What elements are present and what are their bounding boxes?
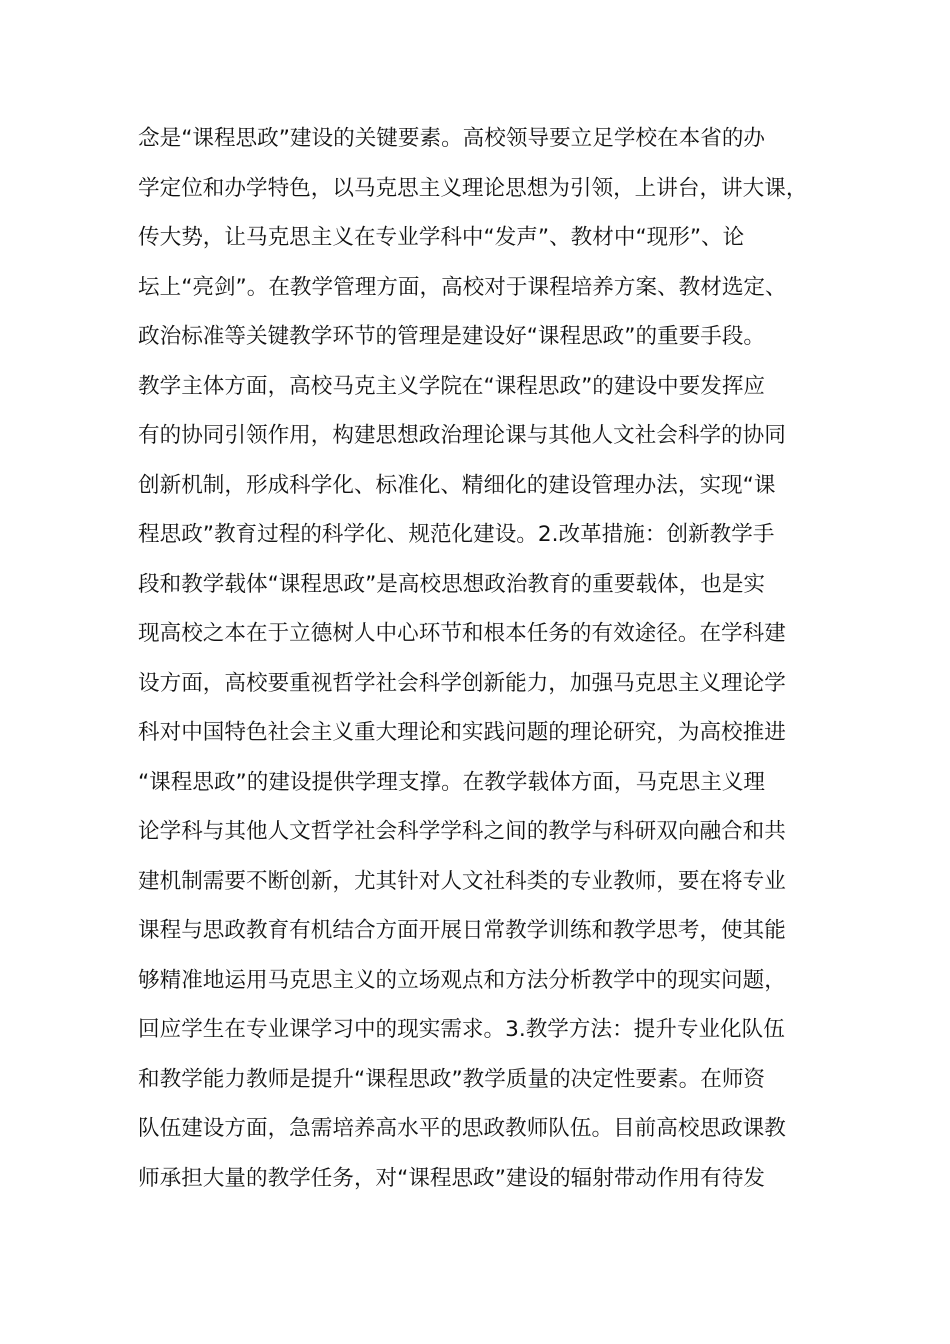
text-line: 创新机制，形成科学化、标准化、精细化的建设管理办法，实现“课 [138, 472, 776, 498]
text-line: 传大势，让马克思主义在专业学科中“发声”、教材中“现形”、论 [138, 225, 745, 250]
text-line: 回应学生在专业课学习中的现实需求。3.教学方法：提升专业化队伍 [138, 1017, 785, 1042]
text-line: 现高校之本在于立德树人中心环节和根本任务的有效途径。在学科建 [138, 621, 786, 646]
text-line: 学定位和办学特色，以马克思主义理论思想为引领，上讲台，讲大课， [138, 175, 808, 201]
text-line: 程思政”教育过程的科学化、规范化建设。2.改革措施：创新教学手 [138, 522, 775, 547]
text-line: 论学科与其他人文哲学社会科学学科之间的教学与科研双向融合和共 [138, 819, 786, 844]
text-line: 科对中国特色社会主义重大理论和实践问题的理论研究，为高校推进 [138, 720, 786, 745]
text-line: 教学主体方面，高校马克主义学院在“课程思政”的建设中要发挥应 [138, 373, 766, 399]
text-line: 坛上“亮剑”。在教学管理方面，高校对于课程培养方案、教材选定、 [138, 274, 787, 300]
text-line: 够精准地运用马克思主义的立场观点和方法分析教学中的现实问题， [138, 967, 786, 993]
text-line: 有的协同引领作用，构建思想政治理论课与其他人文社会科学的协同 [138, 423, 786, 448]
text-line: 设方面，高校要重视哲学社会科学创新能力，加强马克思主义理论学 [138, 670, 786, 696]
text-line: 师承担大量的教学任务，对“课程思政”建设的辐射带动作用有待发 [138, 1165, 766, 1191]
text-line: “课程思政”的建设提供学理支撑。在教学载体方面，马克思主义理 [138, 769, 766, 795]
text-line: 课程与思政教育有机结合方面开展日常教学训练和教学思考，使其能 [138, 918, 786, 943]
text-line: 政治标准等关键教学环节的管理是建设好“课程思政”的重要手段。 [138, 324, 766, 349]
text-line: 建机制需要不断创新，尤其针对人文社科类的专业教师，要在将专业 [138, 868, 786, 894]
text-line: 段和教学载体“课程思政”是高校思想政治教育的重要载体，也是实 [138, 571, 766, 597]
text-line: 和教学能力教师是提升“课程思政”教学质量的决定性要素。在师资 [138, 1066, 766, 1092]
body-text [138, 114, 828, 1203]
text-line: 队伍建设方面，急需培养高水平的思政教师队伍。目前高校思政课教 [138, 1116, 786, 1141]
text-line: 念是“课程思政”建设的关键要素。高校领导要立足学校在本省的办 [138, 126, 766, 151]
